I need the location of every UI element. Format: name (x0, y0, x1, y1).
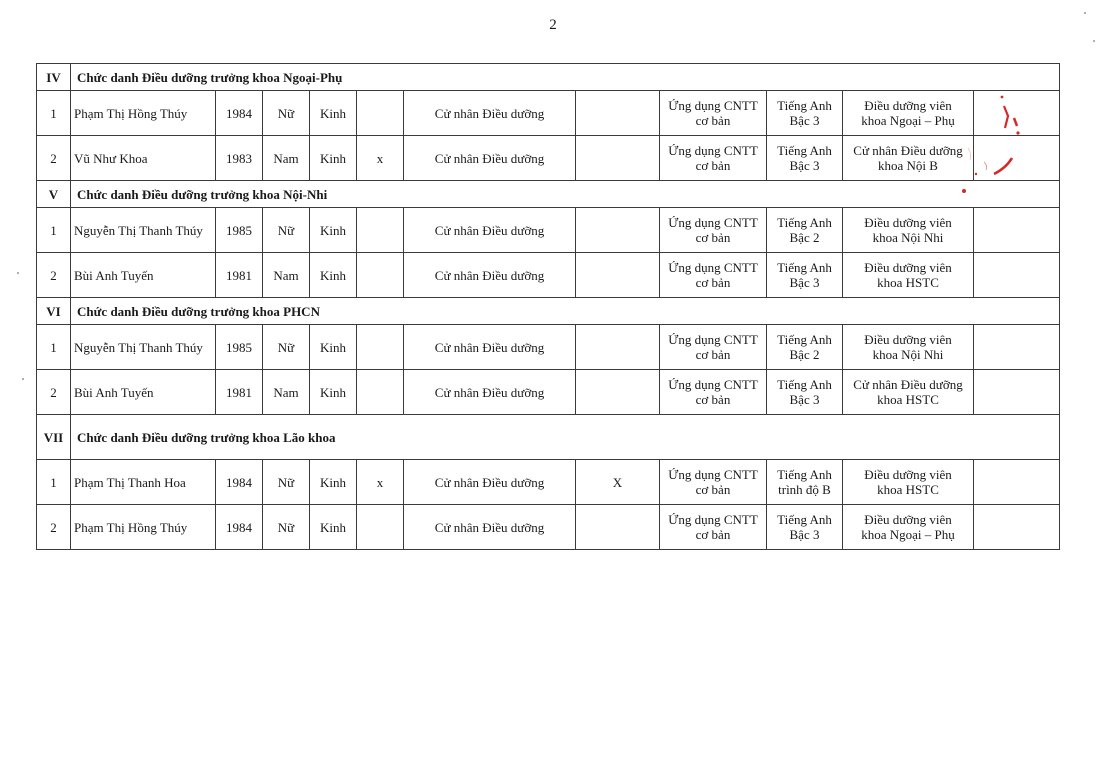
table-row (37, 505, 1060, 550)
professional-degree: Cử nhân Điều dưỡng (404, 208, 576, 253)
note-cell (974, 208, 1060, 253)
it-qualification-line: cơ bản (695, 347, 731, 362)
note-cell (974, 253, 1060, 298)
checkmark-cell (357, 208, 404, 253)
current-position-line: Điều dưỡng viên (864, 260, 952, 275)
checkmark-cell: x (357, 460, 404, 505)
note-cell (974, 91, 1060, 136)
language-qualification (767, 208, 843, 253)
it-qualification-line: cơ bản (695, 158, 731, 173)
ethnicity: Kinh (310, 91, 357, 136)
checkmark-cell-2 (576, 91, 660, 136)
staff-name: Nguyễn Thị Thanh Thúy (71, 325, 216, 370)
it-qualification (660, 325, 767, 370)
language-qualification-line: Bậc 3 (789, 158, 820, 173)
gender: Nữ (263, 208, 310, 253)
professional-degree: Cử nhân Điều dưỡng (404, 370, 576, 415)
gender: Nam (263, 370, 310, 415)
it-qualification (660, 208, 767, 253)
language-qualification-line: Tiếng Anh (777, 143, 832, 158)
birth-year: 1983 (216, 136, 263, 181)
it-qualification-line: cơ bản (695, 275, 731, 290)
current-position-line: Điều dưỡng viên (864, 98, 952, 113)
section-header-row (37, 181, 1060, 208)
row-number: 2 (37, 370, 71, 415)
it-qualification-line: Ứng dụng CNTT (668, 143, 758, 158)
professional-degree: Cử nhân Điều dưỡng (404, 505, 576, 550)
section-title: Chức danh Điều dưỡng trưởng khoa Nội-Nhi (71, 181, 1060, 208)
checkmark-cell (357, 253, 404, 298)
checkmark-cell-2: X (576, 460, 660, 505)
current-position-line: khoa Nội Nhi (872, 230, 944, 245)
checkmark-cell (357, 325, 404, 370)
it-qualification (660, 505, 767, 550)
row-number: 1 (37, 91, 71, 136)
it-qualification-line: Ứng dụng CNTT (668, 377, 758, 392)
staff-name: Phạm Thị Thanh Hoa (71, 460, 216, 505)
it-qualification (660, 370, 767, 415)
current-position (843, 91, 974, 136)
current-position (843, 208, 974, 253)
current-position (843, 325, 974, 370)
table-row (37, 91, 1060, 136)
ethnicity: Kinh (310, 325, 357, 370)
gender: Nữ (263, 505, 310, 550)
language-qualification-line: Bậc 3 (789, 275, 820, 290)
professional-degree: Cử nhân Điều dưỡng (404, 91, 576, 136)
note-cell (974, 505, 1060, 550)
language-qualification (767, 370, 843, 415)
it-qualification-line: Ứng dụng CNTT (668, 332, 758, 347)
current-position-line: Điều dưỡng viên (864, 512, 952, 527)
section-roman-numeral: IV (37, 64, 71, 91)
language-qualification (767, 505, 843, 550)
it-qualification-line: cơ bản (695, 113, 731, 128)
table-row (37, 208, 1060, 253)
professional-degree: Cử nhân Điều dưỡng (404, 136, 576, 181)
checkmark-cell-2 (576, 505, 660, 550)
table-body (37, 64, 1060, 550)
row-number: 2 (37, 505, 71, 550)
current-position (843, 370, 974, 415)
birth-year: 1985 (216, 208, 263, 253)
language-qualification-line: Bậc 2 (789, 230, 820, 245)
row-number: 2 (37, 136, 71, 181)
current-position-line: khoa Nội Nhi (872, 347, 944, 362)
staff-name: Vũ Như Khoa (71, 136, 216, 181)
staff-name: Bùi Anh Tuyến (71, 253, 216, 298)
language-qualification-line: Tiếng Anh (777, 512, 832, 527)
current-position-line: khoa HSTC (877, 482, 939, 497)
section-title: Chức danh Điều dưỡng trưởng khoa Lão khoa (71, 415, 1060, 460)
current-position (843, 460, 974, 505)
language-qualification-line: Bậc 2 (789, 347, 820, 362)
table-row (37, 253, 1060, 298)
current-position (843, 136, 974, 181)
current-position-line: Điều dưỡng viên (864, 215, 952, 230)
table-row (37, 370, 1060, 415)
section-header-row (37, 64, 1060, 91)
ethnicity: Kinh (310, 208, 357, 253)
it-qualification (660, 91, 767, 136)
gender: Nữ (263, 460, 310, 505)
ethnicity: Kinh (310, 136, 357, 181)
language-qualification-line: Tiếng Anh (777, 215, 832, 230)
checkmark-cell (357, 91, 404, 136)
it-qualification-line: Ứng dụng CNTT (668, 215, 758, 230)
checkmark-cell-2 (576, 253, 660, 298)
checkmark-cell-2 (576, 136, 660, 181)
birth-year: 1984 (216, 460, 263, 505)
it-qualification-line: cơ bản (695, 392, 731, 407)
it-qualification (660, 253, 767, 298)
table-row (37, 460, 1060, 505)
page-number: 2 (549, 17, 557, 33)
it-qualification-line: Ứng dụng CNTT (668, 98, 758, 113)
it-qualification-line: cơ bản (695, 527, 731, 542)
language-qualification-line: Tiếng Anh (777, 260, 832, 275)
language-qualification-line: Tiếng Anh (777, 377, 832, 392)
current-position-line: Điều dưỡng viên (864, 332, 952, 347)
birth-year: 1985 (216, 325, 263, 370)
section-title: Chức danh Điều dưỡng trưởng khoa Ngoại-Phụ (71, 64, 1060, 91)
checkmark-cell (357, 505, 404, 550)
checkmark-cell-2 (576, 370, 660, 415)
it-qualification-line: Ứng dụng CNTT (668, 512, 758, 527)
section-header-row (37, 415, 1060, 460)
language-qualification (767, 325, 843, 370)
table-row (37, 325, 1060, 370)
it-qualification-line: cơ bản (695, 482, 731, 497)
note-cell (974, 136, 1060, 181)
note-cell (974, 370, 1060, 415)
note-cell (974, 460, 1060, 505)
language-qualification (767, 136, 843, 181)
ethnicity: Kinh (310, 505, 357, 550)
language-qualification-line: Bậc 3 (789, 113, 820, 128)
checkmark-cell-2 (576, 208, 660, 253)
section-roman-numeral: V (37, 181, 71, 208)
current-position-line: Cử nhân Điều dưỡng (853, 377, 963, 392)
staff-table (36, 63, 1060, 550)
note-cell (974, 325, 1060, 370)
section-header-row (37, 298, 1060, 325)
current-position-line: Cử nhân Điều dưỡng (853, 143, 963, 158)
gender: Nam (263, 136, 310, 181)
professional-degree: Cử nhân Điều dưỡng (404, 325, 576, 370)
language-qualification-line: Tiếng Anh (777, 332, 832, 347)
current-position-line: khoa Ngoại – Phụ (861, 113, 955, 128)
language-qualification-line: Tiếng Anh (777, 467, 832, 482)
section-roman-numeral: VII (37, 415, 71, 460)
row-number: 1 (37, 325, 71, 370)
language-qualification-line: Bậc 3 (789, 527, 820, 542)
row-number: 1 (37, 208, 71, 253)
current-position-line: khoa HSTC (877, 392, 939, 407)
checkmark-cell: x (357, 136, 404, 181)
birth-year: 1981 (216, 370, 263, 415)
language-qualification-line: Tiếng Anh (777, 98, 832, 113)
gender: Nữ (263, 91, 310, 136)
it-qualification-line: Ứng dụng CNTT (668, 467, 758, 482)
ethnicity: Kinh (310, 370, 357, 415)
professional-degree: Cử nhân Điều dưỡng (404, 460, 576, 505)
language-qualification-line: Bậc 3 (789, 392, 820, 407)
language-qualification (767, 460, 843, 505)
current-position (843, 505, 974, 550)
current-position (843, 253, 974, 298)
birth-year: 1984 (216, 91, 263, 136)
checkmark-cell (357, 370, 404, 415)
row-number: 2 (37, 253, 71, 298)
birth-year: 1981 (216, 253, 263, 298)
language-qualification (767, 91, 843, 136)
staff-name: Phạm Thị Hồng Thúy (71, 505, 216, 550)
ethnicity: Kinh (310, 460, 357, 505)
current-position-line: khoa HSTC (877, 275, 939, 290)
birth-year: 1984 (216, 505, 263, 550)
professional-degree: Cử nhân Điều dưỡng (404, 253, 576, 298)
language-qualification (767, 253, 843, 298)
ethnicity: Kinh (310, 253, 357, 298)
gender: Nữ (263, 325, 310, 370)
table-row (37, 136, 1060, 181)
row-number: 1 (37, 460, 71, 505)
current-position-line: khoa Nội B (878, 158, 938, 173)
it-qualification-line: Ứng dụng CNTT (668, 260, 758, 275)
section-title: Chức danh Điều dưỡng trưởng khoa PHCN (71, 298, 1060, 325)
section-roman-numeral: VI (37, 298, 71, 325)
it-qualification (660, 136, 767, 181)
gender: Nam (263, 253, 310, 298)
staff-name: Bùi Anh Tuyến (71, 370, 216, 415)
it-qualification (660, 460, 767, 505)
current-position-line: khoa Ngoại – Phụ (861, 527, 955, 542)
staff-name: Nguyễn Thị Thanh Thúy (71, 208, 216, 253)
current-position-line: Điều dưỡng viên (864, 467, 952, 482)
staff-name: Phạm Thị Hồng Thúy (71, 91, 216, 136)
checkmark-cell-2 (576, 325, 660, 370)
language-qualification-line: trình độ B (778, 482, 831, 497)
it-qualification-line: cơ bản (695, 230, 731, 245)
